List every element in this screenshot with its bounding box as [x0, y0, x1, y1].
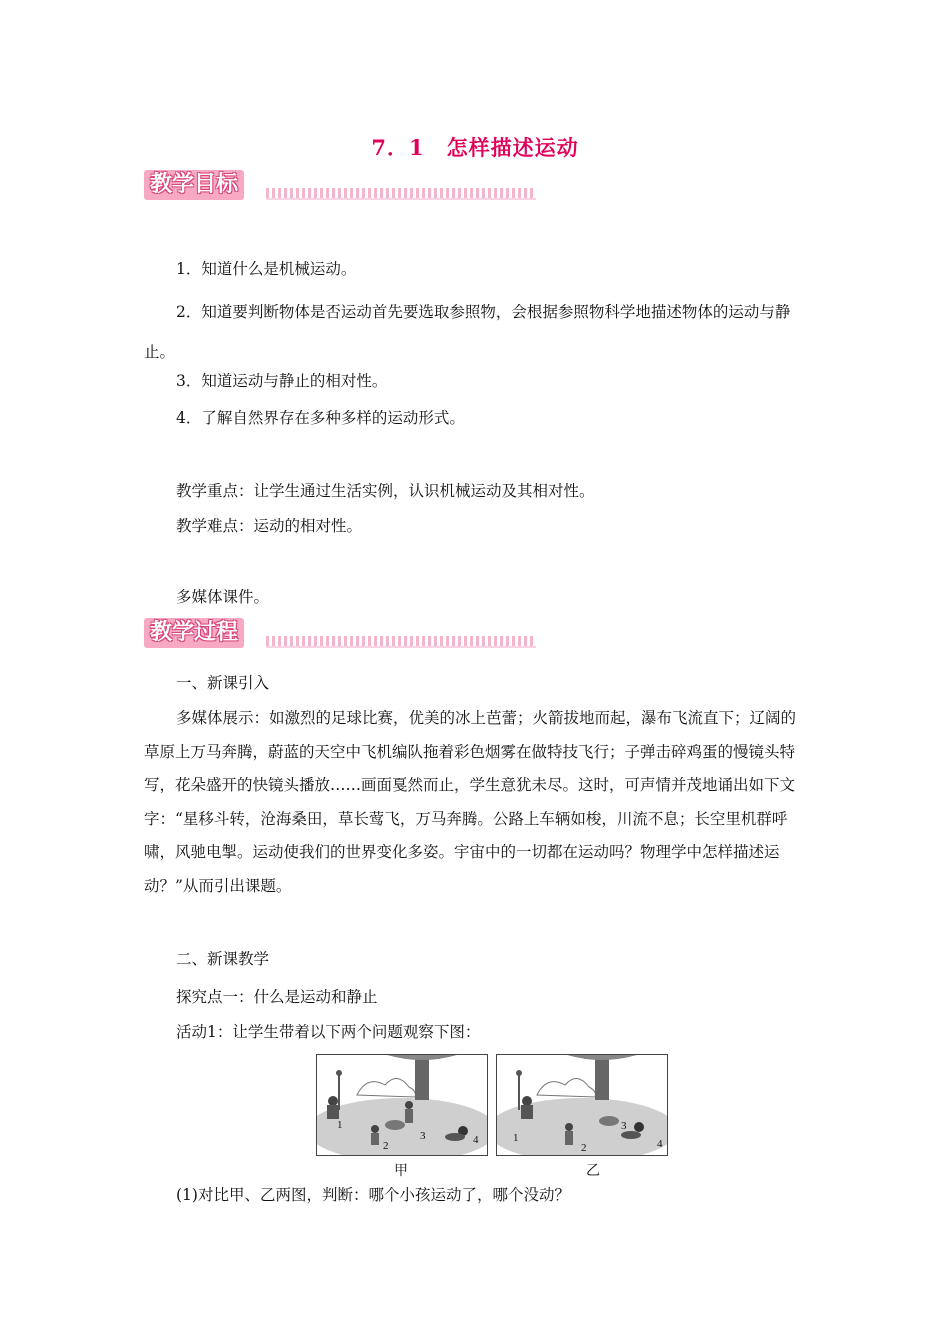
explore-point: 探究点一：什么是运动和静止: [176, 988, 378, 1006]
intro-heading: 一、新课引入: [176, 674, 270, 692]
page-title: 7．1 怎样描述运动: [371, 135, 579, 160]
playground-illustration: [497, 1055, 667, 1155]
section-banner-goals: [144, 170, 536, 204]
banner-label: 教学目标: [144, 170, 244, 200]
figure-caption-jia: 甲: [394, 1163, 408, 1179]
difficult-point: 教学难点：运动的相对性。: [176, 517, 363, 535]
banner-label: 教学过程: [144, 618, 244, 648]
figure-label: 1: [337, 1119, 343, 1131]
section-banner-process: [144, 618, 536, 652]
figure-label: 3: [621, 1120, 627, 1132]
question-1: (1)对比甲、乙两图，判断：哪个小孩运动了，哪个没动？: [176, 1186, 570, 1204]
goal-1: 1．知道什么是机械运动。: [176, 260, 357, 278]
figure-label: 2: [581, 1142, 587, 1154]
banner-dotted-line: [266, 636, 536, 648]
figure-label: 4: [657, 1138, 663, 1150]
figure-label: 1: [513, 1132, 519, 1144]
teach-heading: 二、新课教学: [176, 950, 270, 968]
key-point: 教学重点：让学生通过生活实例，认识机械运动及其相对性。: [176, 482, 595, 500]
materials: 多媒体课件。: [176, 588, 270, 606]
figure-label: 3: [420, 1130, 426, 1142]
intro-text: 多媒体展示：如激烈的足球比赛，优美的冰上芭蕾；火箭拔地而起，瀑布飞流直下；辽阔的草原上万马奔腾，蔚蓝的天空中飞机编队拖着彩色烟雾在做特技飞行；子弹击碎鸡蛋的慢镜头特写，花朵盛开的快镜头播放……画面戛然而止，学生意犹未尽。这时，可声情并茂地诵出如下文字：“星移斗转，沧海桑田，草长莺飞，万马奔腾。公路上车辆如梭，川流不息；长空里机群呼啸，风驰电掣。运动使我们的世界变化多姿。宇宙中的一切都在运动吗？物理学中怎样描述运动？”从而引出课题。: [144, 709, 797, 895]
figure-caption-yi: 乙: [586, 1163, 600, 1179]
figure-yi: [496, 1054, 668, 1156]
figure-label: 2: [383, 1140, 389, 1152]
figure-jia: [316, 1054, 488, 1156]
goal-4: 4．了解自然界存在多种多样的运动形式。: [176, 409, 465, 427]
banner-dotted-line: [266, 188, 536, 200]
activity-text: 活动1：让学生带着以下两个问题观察下图：: [176, 1023, 481, 1041]
figure-label: 4: [473, 1134, 479, 1146]
goal-2: 2．知道要判断物体是否运动首先要选取参照物，会根据参照物科学地描述物体的运动与静止。: [144, 303, 791, 361]
goal-3: 3．知道运动与静止的相对性。: [176, 372, 388, 390]
playground-illustration: [317, 1055, 487, 1155]
